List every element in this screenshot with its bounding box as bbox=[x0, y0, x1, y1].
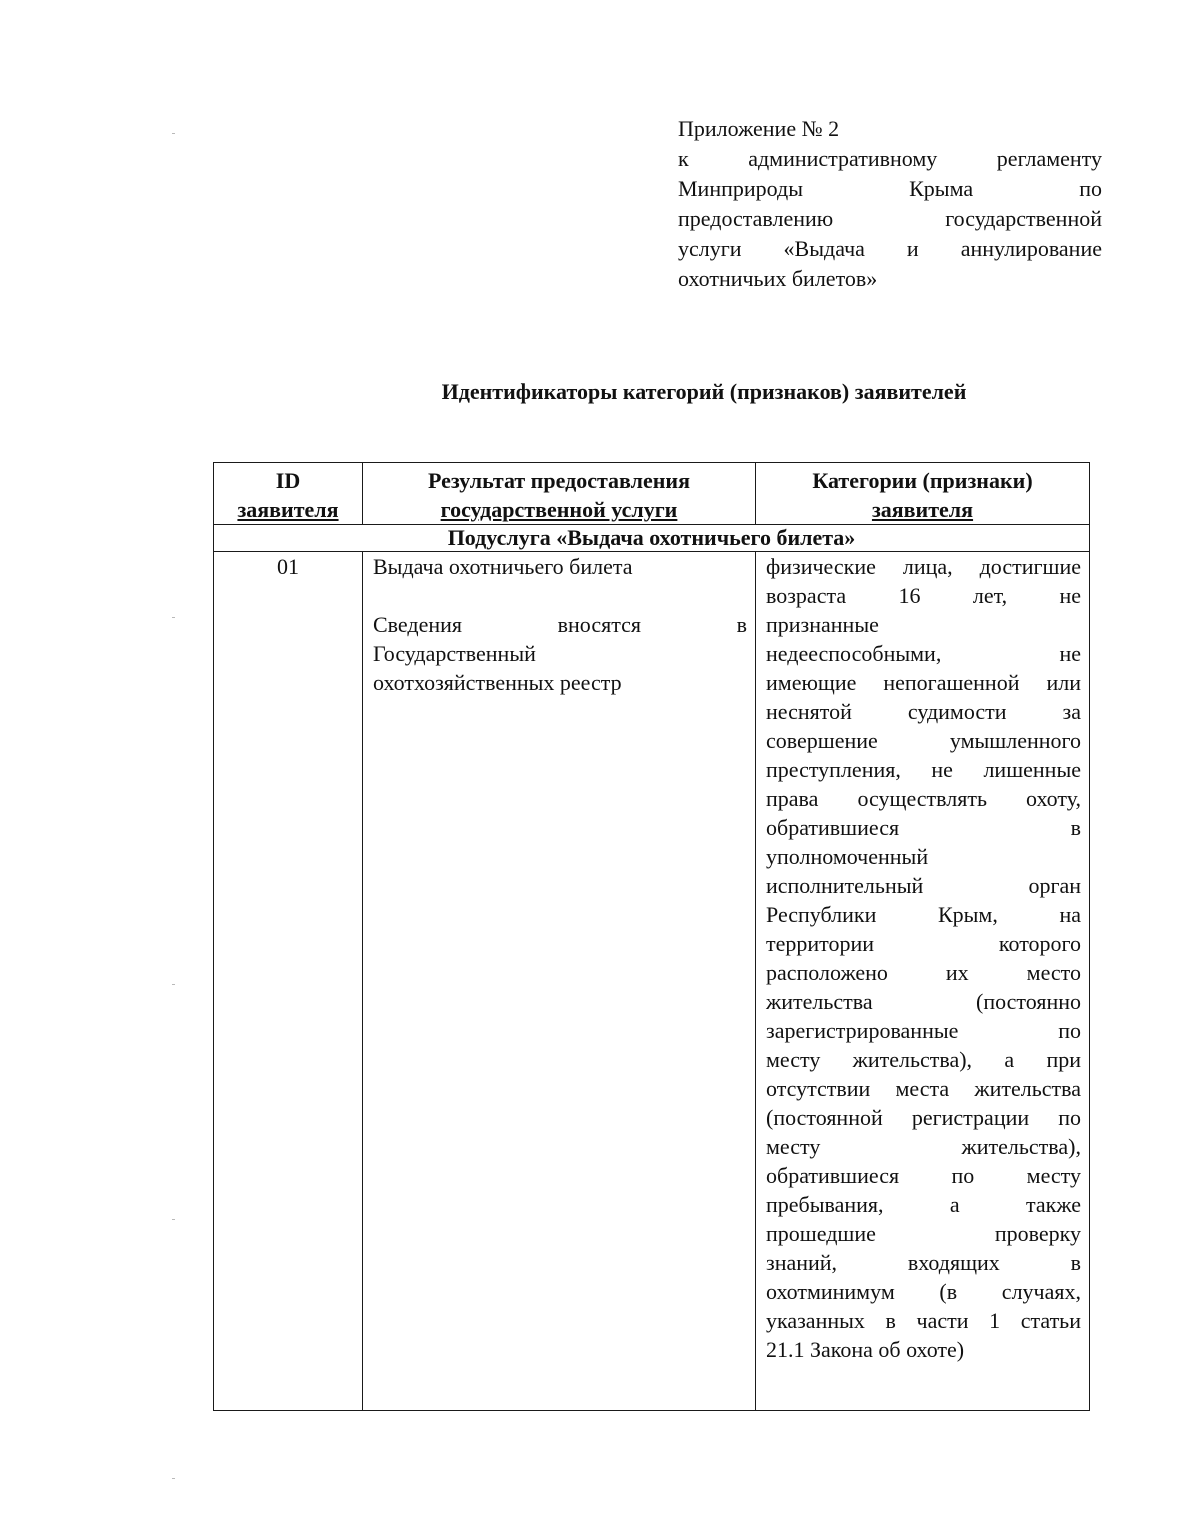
category-line: права осуществлять охоту, bbox=[766, 786, 1081, 811]
category-line: обратившиеся по месту bbox=[766, 1163, 1081, 1188]
annex-line: предоставлению государственной bbox=[678, 206, 1102, 231]
header-result-line: Результат предоставления bbox=[427, 468, 690, 493]
annex-header bbox=[678, 114, 1102, 294]
category-line: исполнительный орган bbox=[766, 873, 1081, 898]
category-line: Республики Крым, на bbox=[766, 902, 1081, 927]
category-line: охотминимум (в случаях, bbox=[766, 1279, 1081, 1304]
margin-speck bbox=[172, 133, 175, 134]
result-note-line: Сведения вносятся в bbox=[373, 612, 747, 637]
subservice-title: Подуслуга «Выдача охотничьего билета» bbox=[214, 525, 1090, 552]
category-line: уполномоченный bbox=[766, 844, 929, 869]
header-result-line: государственной услуги bbox=[440, 497, 678, 522]
category-line: признанные bbox=[766, 612, 879, 637]
header-category bbox=[756, 463, 1090, 525]
category-line: отсутствии места жительства bbox=[766, 1076, 1081, 1101]
result-note-line: охотхозяйственных реестр bbox=[373, 670, 622, 695]
category-line: имеющие непогашенной или bbox=[766, 670, 1081, 695]
document-title bbox=[0, 377, 1200, 407]
category-line: территории которого bbox=[766, 931, 1081, 956]
category-line: недееспособными, не bbox=[766, 641, 1081, 666]
category-line: 21.1 Закона об охоте) bbox=[766, 1337, 965, 1362]
header-id bbox=[214, 463, 363, 525]
annex-number: Приложение № 2 bbox=[678, 116, 840, 141]
header-category-line: Категории (признаки) bbox=[812, 468, 1033, 493]
applicant-identifiers-table bbox=[213, 462, 1090, 1411]
margin-speck bbox=[172, 984, 175, 985]
category-line: (постоянной регистрации по bbox=[766, 1105, 1081, 1130]
category-line: указанных в части 1 статьи bbox=[766, 1308, 1081, 1333]
annex-line: охотничьих билетов» bbox=[678, 266, 878, 291]
category-line: зарегистрированные по bbox=[766, 1018, 1081, 1043]
table-header-row bbox=[214, 463, 1090, 525]
result-note-line: Государственный bbox=[373, 641, 536, 666]
header-id-line: заявителя bbox=[237, 497, 339, 522]
category-line: жительства (постоянно bbox=[766, 989, 1081, 1014]
margin-speck bbox=[172, 617, 175, 618]
category-line: месту жительства), bbox=[766, 1134, 1081, 1159]
spacer bbox=[373, 581, 747, 610]
header-result bbox=[363, 463, 756, 525]
result-cell bbox=[363, 552, 756, 1411]
category-line: расположено их место bbox=[766, 960, 1081, 985]
category-line: знаний, входящих в bbox=[766, 1250, 1081, 1275]
category-line: обратившиеся в bbox=[766, 815, 1081, 840]
category-line: совершение умышленного bbox=[766, 728, 1081, 753]
header-id-line: ID bbox=[275, 468, 301, 493]
margin-speck bbox=[172, 1219, 175, 1220]
category-line: физические лица, достигшие bbox=[766, 554, 1081, 579]
margin-speck bbox=[172, 1478, 175, 1479]
result-title: Выдача охотничьего билета bbox=[373, 554, 633, 579]
category-line: пребывания, а также bbox=[766, 1192, 1081, 1217]
category-cell bbox=[756, 552, 1090, 1411]
category-line: возраста 16 лет, не bbox=[766, 583, 1081, 608]
annex-line: услуги «Выдача и аннулирование bbox=[678, 236, 1102, 261]
document-title-text: Идентификаторы категорий (признаков) заявителей bbox=[441, 379, 967, 404]
table-row bbox=[214, 552, 1090, 1411]
category-line: прошедшие проверку bbox=[766, 1221, 1081, 1246]
annex-line: к административному регламенту bbox=[678, 146, 1102, 171]
applicant-id: 01 bbox=[214, 552, 363, 1411]
category-line: неснятой судимости за bbox=[766, 699, 1081, 724]
header-category-line: заявителя bbox=[871, 497, 974, 522]
category-line: преступления, не лишенные bbox=[766, 757, 1081, 782]
subservice-row bbox=[214, 525, 1090, 552]
annex-line: Минприроды Крыма по bbox=[678, 176, 1102, 201]
category-line: месту жительства), а при bbox=[766, 1047, 1081, 1072]
